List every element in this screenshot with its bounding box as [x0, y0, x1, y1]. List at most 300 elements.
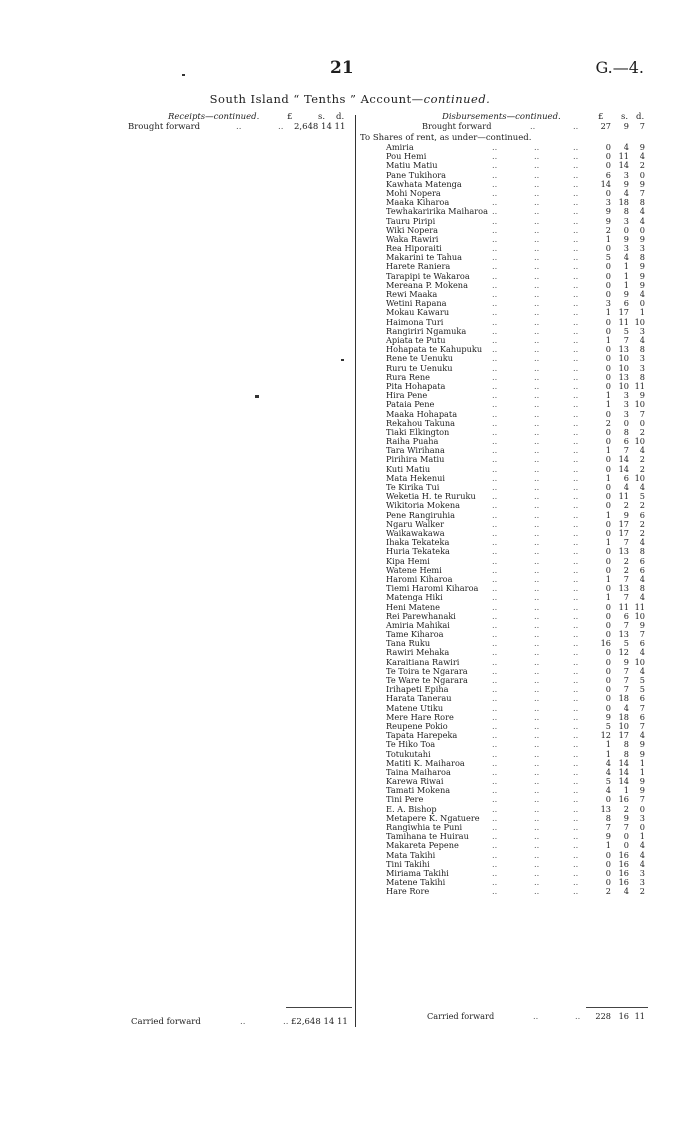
amount-pence: 9	[639, 739, 645, 750]
disbursements-shilling-symbol: s.	[621, 112, 629, 122]
disbursement-row	[0, 207, 700, 216]
leader-dots: ..	[534, 840, 540, 851]
leader-dots: ..	[534, 638, 540, 649]
leader-dots: ..	[492, 757, 498, 768]
payee-name: Wetini Rapana	[386, 298, 447, 309]
leader-dots: ..	[534, 270, 540, 281]
leader-dots: ..	[573, 482, 579, 493]
leader-dots: ..	[573, 436, 579, 447]
leader-dots: ..	[573, 564, 579, 575]
amount-pounds: 0	[605, 518, 611, 529]
payee-name: Tara Wirihana	[386, 445, 445, 456]
disbursement-row	[0, 667, 700, 676]
leader-dots: ..	[492, 344, 498, 355]
amount-pounds: 1	[605, 472, 611, 483]
amount-pence: 4	[639, 665, 645, 676]
amount-pence: 10	[634, 399, 645, 410]
disbursement-row	[0, 474, 700, 483]
leader-dots: ..	[573, 877, 579, 888]
amount-pence: 10	[634, 656, 645, 667]
leader-dots: ..	[573, 233, 579, 244]
leader-dots: ..	[573, 730, 579, 741]
amount-pounds: 2	[605, 886, 611, 897]
receipts-pound-symbol: £	[287, 112, 293, 122]
leader-dots: ..	[573, 206, 579, 217]
amount-pence: 9	[639, 142, 645, 152]
amount-shillings: 14	[618, 766, 629, 777]
disbursement-row	[0, 878, 700, 887]
amount-pounds: 7	[605, 822, 611, 833]
payee-name: Wikitoria Mokena	[386, 500, 460, 511]
receipts-carried-forward-label: Carried forward	[131, 1017, 201, 1027]
leader-dots: ..	[492, 408, 498, 419]
amount-shillings: 7	[623, 537, 629, 548]
carried-forward-pounds: 228	[595, 1011, 611, 1021]
leader-dots: ..	[492, 197, 498, 208]
leader-dots: ..	[573, 785, 579, 796]
amount-shillings: 1	[623, 785, 629, 796]
amount-shillings: 16	[618, 858, 629, 869]
amount-pounds: 9	[605, 831, 611, 842]
page-number: 21	[330, 58, 354, 78]
disbursement-row	[0, 345, 700, 354]
amount-shillings: 4	[623, 702, 629, 713]
leader-dots: ..	[534, 509, 540, 520]
amount-shillings: 4	[623, 886, 629, 897]
leader-dots: ..	[492, 509, 498, 520]
disbursement-row	[0, 299, 700, 308]
amount-pounds: 9	[605, 215, 611, 226]
leader-dots: ..	[534, 573, 540, 584]
leader-dots: ..	[573, 224, 579, 235]
leader-dots: ..	[573, 748, 579, 759]
leader-dots: ..	[492, 656, 498, 667]
leader-dots: ..	[534, 675, 540, 686]
leader-dots: ..	[573, 463, 579, 474]
payee-name: Tauru Piripi	[386, 215, 436, 226]
amount-pence: 4	[639, 647, 645, 658]
amount-pence: 0	[639, 822, 645, 833]
leader-dots: ..	[492, 206, 498, 217]
leader-dots: ..	[492, 886, 498, 897]
leader-dots: ..	[573, 858, 579, 869]
amount-pence: 1	[639, 766, 645, 777]
amount-pounds: 0	[605, 583, 611, 594]
amount-pounds: 1	[605, 334, 611, 345]
payee-name: Te Kirika Tui	[386, 482, 440, 493]
receipts-header: Receipts—continued.	[168, 112, 260, 122]
leader-dots: ..	[492, 665, 498, 676]
disbursement-row	[0, 171, 700, 180]
leader-dots: ..	[534, 803, 540, 814]
leader-dots: ..	[534, 546, 540, 557]
amount-pounds: 3	[605, 197, 611, 208]
payee-name: Watene Hemi	[386, 564, 442, 575]
leader-dots: ..	[534, 757, 540, 768]
amount-pounds: 0	[605, 353, 611, 364]
disbursement-row	[0, 851, 700, 860]
leader-dots: ..	[573, 720, 579, 731]
amount-pence: 8	[639, 344, 645, 355]
disbursement-row	[0, 805, 700, 814]
amount-pounds: 0	[605, 629, 611, 640]
amount-shillings: 6	[623, 436, 629, 447]
leader-dots: ..	[492, 702, 498, 713]
amount-pounds: 0	[605, 270, 611, 281]
leader-dots: ..	[573, 270, 579, 281]
amount-pounds: 2	[605, 224, 611, 235]
amount-pence: 10	[634, 316, 645, 327]
leader-dots: ..	[492, 187, 498, 198]
payee-name: Rei Parewhanaki	[386, 610, 456, 621]
leader-dots: ..	[492, 877, 498, 888]
leader-dots: ..	[573, 527, 579, 538]
disbursement-row	[0, 529, 700, 538]
disbursement-row	[0, 400, 700, 409]
leader-dots: ..	[573, 886, 579, 897]
disbursement-row	[0, 446, 700, 455]
leader-dots: ..	[492, 270, 498, 281]
leader-dots: ..	[492, 436, 498, 447]
leader-dots: ..	[492, 261, 498, 272]
leader-dots: ..	[492, 233, 498, 244]
amount-pounds: 1	[605, 509, 611, 520]
amount-shillings: 13	[618, 629, 629, 640]
leader-dots: ..	[534, 371, 540, 382]
amount-pounds: 0	[605, 362, 611, 373]
leader-dots: ..	[534, 849, 540, 860]
leader-dots: ..	[492, 564, 498, 575]
leader-dots: ..	[534, 527, 540, 538]
amount-pence: 9	[639, 390, 645, 401]
amount-shillings: 7	[623, 665, 629, 676]
leader-dots: ..	[534, 748, 540, 759]
disbursement-row	[0, 740, 700, 749]
leader-dots: ..	[573, 518, 579, 529]
amount-pounds: 0	[605, 619, 611, 630]
payee-name: Pataia Pene	[386, 399, 435, 410]
leader-dots: ..	[492, 748, 498, 759]
leader-dots: ..	[492, 831, 498, 842]
leader-dots: ..	[573, 610, 579, 621]
amount-shillings: 14	[618, 757, 629, 768]
leader-dots: ..	[534, 279, 540, 290]
disbursement-row	[0, 603, 700, 612]
amount-pence: 8	[639, 583, 645, 594]
amount-pence: 4	[639, 289, 645, 300]
amount-pence: 6	[639, 564, 645, 575]
payee-name: Rekahou Takuna	[386, 417, 456, 428]
leader-dots: ..	[492, 573, 498, 584]
disbursement-row	[0, 455, 700, 464]
amount-pounds: 1	[605, 840, 611, 851]
leader-dots: ..	[492, 371, 498, 382]
disbursement-row	[0, 648, 700, 657]
amount-shillings: 13	[618, 344, 629, 355]
amount-pence: 4	[639, 537, 645, 548]
disbursements-brought-forward-row	[0, 122, 700, 131]
leader-dots: ..	[534, 868, 540, 878]
amount-shillings: 11	[618, 151, 629, 162]
leader-dots: ..	[492, 482, 498, 493]
amount-shillings: 9	[623, 812, 629, 823]
amount-pounds: 0	[605, 555, 611, 566]
payee-name: Rea Hiporaiti	[386, 243, 442, 254]
disbursement-row	[0, 492, 700, 501]
leader-dots: ..	[534, 619, 540, 630]
leader-dots: ..	[534, 380, 540, 391]
account-title	[0, 92, 700, 106]
receipts-carried-forward-amount: £2,648 14 11	[291, 1017, 348, 1027]
payee-name: Rene te Uenuku	[386, 353, 453, 364]
disbursement-row	[0, 694, 700, 703]
leader-dots: ..	[492, 243, 498, 254]
amount-shillings: 4	[623, 187, 629, 198]
leader-dots: ..	[492, 849, 498, 860]
amount-pence: 9	[639, 178, 645, 189]
leader-dots: ..	[534, 353, 540, 364]
amount-pounds: 0	[605, 426, 611, 437]
leader-dots: ..	[573, 454, 579, 465]
payee-name: Taina Maiharoa	[386, 766, 451, 777]
amount-pounds: 0	[605, 868, 611, 878]
amount-pence: 0	[639, 224, 645, 235]
disbursement-row	[0, 354, 700, 363]
amount-pence: 3	[639, 812, 645, 823]
disbursement-row	[0, 823, 700, 832]
amount-shillings: 18	[618, 711, 629, 722]
payee-name: Hira Pene	[386, 390, 428, 401]
amount-pounds: 0	[605, 151, 611, 162]
leader-dots: ..	[534, 592, 540, 603]
amount-pence: 10	[634, 610, 645, 621]
amount-shillings: 0	[623, 417, 629, 428]
amount-shillings: 16	[618, 877, 629, 888]
leader-dots: ..	[534, 785, 540, 796]
leader-dots: ..	[573, 344, 579, 355]
amount-pounds: 0	[605, 371, 611, 382]
leader-dots: ..	[573, 316, 579, 327]
disbursement-row	[0, 658, 700, 667]
leader-dots: ..	[533, 1011, 539, 1021]
leader-dots: ..	[492, 390, 498, 401]
disbursement-row	[0, 768, 700, 777]
amount-shillings: 11	[618, 316, 629, 327]
payee-name: Tapata Harepeka	[386, 730, 458, 741]
amount-pounds: 0	[605, 142, 611, 152]
amount-pence: 9	[639, 233, 645, 244]
leader-dots: ..	[492, 610, 498, 621]
payee-name: Mereana P. Mokena	[386, 279, 468, 290]
amount-shillings: 3	[623, 215, 629, 226]
amount-pence: 3	[639, 243, 645, 254]
leader-dots: ..	[492, 794, 498, 805]
amount-pounds: 5	[605, 776, 611, 787]
payee-name: Rewi Maaka	[386, 289, 438, 300]
payee-name: Waka Rawiri	[386, 233, 439, 244]
leader-dots: ..	[534, 564, 540, 575]
amount-shillings: 7	[623, 675, 629, 686]
disbursement-row	[0, 262, 700, 271]
leader-dots: ..	[283, 1017, 289, 1027]
amount-pounds: 5	[605, 720, 611, 731]
leader-dots: ..	[534, 472, 540, 483]
amount-pence: 7	[639, 629, 645, 640]
amount-shillings: 7	[623, 334, 629, 345]
disbursement-row	[0, 253, 700, 262]
amount-shillings: 17	[618, 527, 629, 538]
amount-pounds: 0	[605, 316, 611, 327]
leader-dots: ..	[573, 794, 579, 805]
account-title-continued: continued.	[423, 92, 491, 106]
leader-dots: ..	[573, 252, 579, 263]
payee-name: Raiha Puaha	[386, 436, 439, 447]
payee-name: Apiata te Putu	[386, 334, 446, 345]
leader-dots: ..	[534, 399, 540, 410]
payee-name: Hare Rore	[386, 886, 430, 897]
amount-pounds: 4	[605, 757, 611, 768]
payee-name: Te Ware te Ngarara	[386, 675, 468, 686]
payee-name: Mata Takihi	[386, 849, 436, 860]
leader-dots: ..	[573, 500, 579, 511]
leader-dots: ..	[492, 279, 498, 290]
leader-dots: ..	[573, 647, 579, 658]
payee-name: Kuti Matiu	[386, 463, 431, 474]
leader-dots: ..	[573, 169, 579, 180]
payee-name: Heni Matene	[386, 601, 440, 612]
leader-dots: ..	[492, 527, 498, 538]
receipts-pence-symbol: d.	[336, 112, 345, 122]
amount-pounds: 1	[605, 233, 611, 244]
leader-dots: ..	[534, 886, 540, 897]
leader-dots: ..	[534, 776, 540, 787]
disbursement-row	[0, 373, 700, 382]
payee-name: Matenga Hiki	[386, 592, 443, 603]
leader-dots: ..	[492, 629, 498, 640]
amount-pence: 2	[639, 500, 645, 511]
payee-name: Te Hiko Toa	[386, 739, 436, 750]
disbursement-row	[0, 152, 700, 161]
amount-shillings: 2	[623, 803, 629, 814]
leader-dots: ..	[573, 665, 579, 676]
disbursement-row	[0, 318, 700, 327]
leader-dots: ..	[492, 380, 498, 391]
leader-dots: ..	[492, 151, 498, 162]
leader-dots: ..	[573, 684, 579, 695]
leader-dots: ..	[573, 491, 579, 502]
leader-dots: ..	[573, 197, 579, 208]
disbursement-row	[0, 364, 700, 373]
amount-pounds: 0	[605, 380, 611, 391]
leader-dots: ..	[492, 353, 498, 364]
disbursement-row	[0, 511, 700, 520]
amount-pence: 1	[639, 757, 645, 768]
amount-shillings: 1	[623, 261, 629, 272]
amount-shillings: 8	[623, 748, 629, 759]
leader-dots: ..	[573, 656, 579, 667]
amount-pence: 5	[639, 491, 645, 502]
leader-dots: ..	[534, 261, 540, 272]
leader-dots: ..	[534, 316, 540, 327]
disbursement-row	[0, 575, 700, 584]
leader-dots: ..	[534, 766, 540, 777]
disbursement-row	[0, 630, 700, 639]
leader-dots: ..	[534, 739, 540, 750]
payee-name: Maaka Hohapata	[386, 408, 458, 419]
leader-dots: ..	[534, 160, 540, 171]
amount-pounds: 4	[605, 785, 611, 796]
leader-dots: ..	[240, 1017, 246, 1027]
leader-dots: ..	[492, 720, 498, 731]
carried-forward-pence: 11	[634, 1011, 645, 1021]
leader-dots: ..	[534, 656, 540, 667]
leader-dots: ..	[573, 822, 579, 833]
payee-name: Matiu Matiu	[386, 160, 438, 171]
amount-shillings: 16	[618, 868, 629, 878]
amount-pence: 7	[639, 408, 645, 419]
amount-pence: 9	[639, 776, 645, 787]
amount-shillings: 6	[623, 472, 629, 483]
amount-shillings: 7	[623, 573, 629, 584]
amount-shillings: 7	[623, 445, 629, 456]
leader-dots: ..	[492, 868, 498, 878]
leader-dots: ..	[492, 289, 498, 300]
disbursement-row	[0, 189, 700, 198]
leader-dots: ..	[534, 720, 540, 731]
amount-pounds: 8	[605, 812, 611, 823]
payee-name: Waikawakawa	[386, 527, 445, 538]
payee-name: Ihaka Tekateka	[386, 537, 450, 548]
payee-name: Matene Utiku	[386, 702, 444, 713]
amount-shillings: 1	[623, 279, 629, 290]
disbursement-row	[0, 860, 700, 869]
payee-name: Metapere K. Ngatuere	[386, 812, 480, 823]
amount-shillings: 18	[618, 197, 629, 208]
amount-shillings: 10	[618, 380, 629, 391]
disbursement-row	[0, 704, 700, 713]
amount-pence: 10	[634, 436, 645, 447]
leader-dots: ..	[534, 307, 540, 318]
leader-dots: ..	[534, 325, 540, 336]
amount-pence: 3	[639, 325, 645, 336]
amount-pence: 8	[639, 197, 645, 208]
amount-pence: 2	[639, 426, 645, 437]
amount-pounds: 0	[605, 693, 611, 704]
leader-dots: ..	[534, 537, 540, 548]
leader-dots: ..	[534, 491, 540, 502]
leader-dots: ..	[573, 399, 579, 410]
leader-dots: ..	[573, 261, 579, 272]
amount-shillings: 3	[623, 390, 629, 401]
payee-name: Te Toira te Ngarara	[386, 665, 468, 676]
amount-pounds: 0	[605, 849, 611, 860]
leader-dots: ..	[573, 831, 579, 842]
amount-shillings: 13	[618, 583, 629, 594]
payee-name: Tiemi Haromi Kiharoa	[386, 583, 479, 594]
disbursements-pound-symbol: £	[598, 112, 604, 122]
receipts-brought-forward-label: Brought forward	[128, 122, 201, 132]
amount-shillings: 8	[623, 206, 629, 217]
disbursement-row	[0, 547, 700, 556]
amount-shillings: 3	[623, 243, 629, 254]
leader-dots: ..	[534, 454, 540, 465]
leader-dots: ..	[573, 739, 579, 750]
amount-shillings: 14	[618, 454, 629, 465]
amount-shillings: 2	[623, 555, 629, 566]
leader-dots: ..	[573, 334, 579, 345]
leader-dots: ..	[492, 325, 498, 336]
leader-dots: ..	[492, 334, 498, 345]
